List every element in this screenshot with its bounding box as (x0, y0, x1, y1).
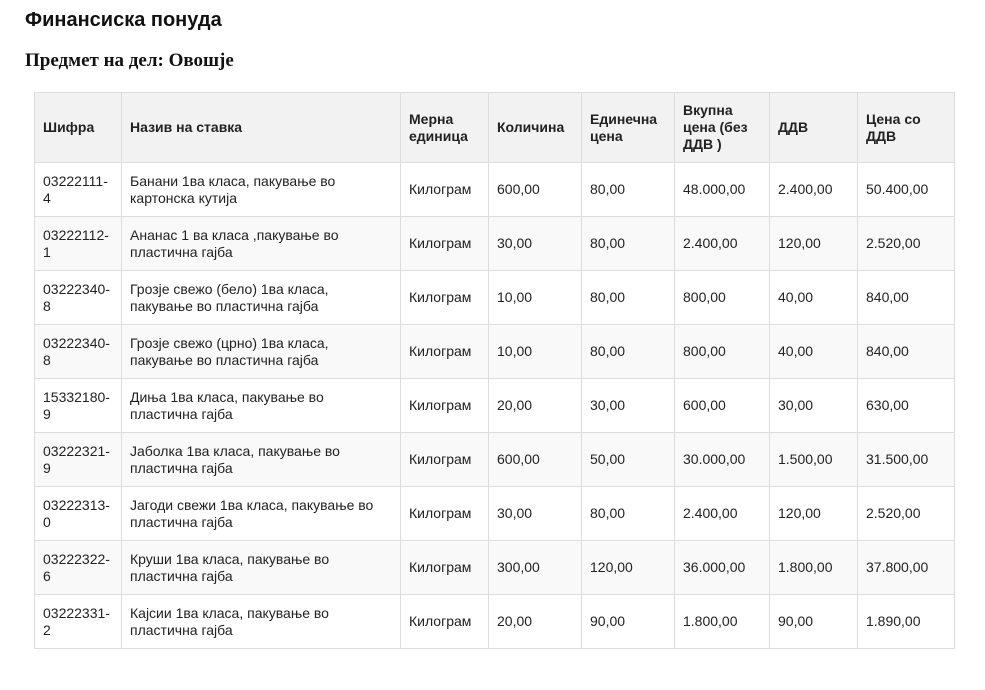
table-row (35, 595, 955, 649)
cell-code: 03222111-4 (35, 163, 122, 217)
cell-unit-price: 50,00 (582, 433, 675, 487)
header-unit-price: Единечна цена (582, 93, 675, 163)
cell-code: 15332180-9 (35, 379, 122, 433)
cell-price-with-vat: 37.800,00 (858, 541, 955, 595)
cell-unit: Килограм (401, 163, 489, 217)
cell-vat: 2.400,00 (770, 163, 858, 217)
header-item-name: Назив на ставка (122, 93, 401, 163)
cell-unit-price: 80,00 (582, 217, 675, 271)
cell-price-with-vat: 2.520,00 (858, 217, 955, 271)
cell-price-with-vat: 840,00 (858, 325, 955, 379)
cell-vat: 1.500,00 (770, 433, 858, 487)
cell-code: 03222112-1 (35, 217, 122, 271)
page-title: Финансиска понуда (25, 9, 222, 31)
cell-total-without-vat: 30.000,00 (675, 433, 770, 487)
header-quantity: Количина (489, 93, 582, 163)
cell-vat: 120,00 (770, 487, 858, 541)
table-row (35, 379, 955, 433)
table-row (35, 217, 955, 271)
cell-unit: Килограм (401, 379, 489, 433)
cell-item-name: Банани 1ва класа, пакување во картонска кутија (122, 163, 401, 217)
header-total-without-vat: Вкупна цена (без ДДВ ) (675, 93, 770, 163)
header-unit: Мерна единица (401, 93, 489, 163)
table-row (35, 487, 955, 541)
cell-quantity: 300,00 (489, 541, 582, 595)
cell-code: 03222340-8 (35, 325, 122, 379)
cell-item-name: Грозје свежо (бело) 1ва класа, пакување во пластична гајба (122, 271, 401, 325)
cell-price-with-vat: 1.890,00 (858, 595, 955, 649)
cell-unit: Килограм (401, 541, 489, 595)
cell-vat: 40,00 (770, 325, 858, 379)
cell-code: 03222313-0 (35, 487, 122, 541)
cell-total-without-vat: 800,00 (675, 325, 770, 379)
cell-unit-price: 30,00 (582, 379, 675, 433)
cell-quantity: 600,00 (489, 433, 582, 487)
cell-quantity: 10,00 (489, 271, 582, 325)
cell-vat: 120,00 (770, 217, 858, 271)
cell-total-without-vat: 800,00 (675, 271, 770, 325)
table-header-row (35, 93, 955, 163)
cell-price-with-vat: 630,00 (858, 379, 955, 433)
cell-total-without-vat: 600,00 (675, 379, 770, 433)
table-row (35, 325, 955, 379)
header-code: Шифра (35, 93, 122, 163)
cell-unit: Килограм (401, 487, 489, 541)
cell-price-with-vat: 840,00 (858, 271, 955, 325)
cell-quantity: 600,00 (489, 163, 582, 217)
cell-unit: Килограм (401, 433, 489, 487)
cell-item-name: Диња 1ва класа, пакување во пластична гајба (122, 379, 401, 433)
cell-unit: Килограм (401, 595, 489, 649)
cell-total-without-vat: 1.800,00 (675, 595, 770, 649)
header-price-with-vat: Цена со ДДВ (858, 93, 955, 163)
cell-quantity: 30,00 (489, 217, 582, 271)
header-vat: ДДВ (770, 93, 858, 163)
cell-unit: Килограм (401, 217, 489, 271)
cell-item-name: Јаболка 1ва класа, пакување во пластична гајба (122, 433, 401, 487)
cell-total-without-vat: 36.000,00 (675, 541, 770, 595)
cell-vat: 90,00 (770, 595, 858, 649)
cell-price-with-vat: 50.400,00 (858, 163, 955, 217)
cell-vat: 30,00 (770, 379, 858, 433)
cell-unit-price: 120,00 (582, 541, 675, 595)
cell-price-with-vat: 2.520,00 (858, 487, 955, 541)
cell-item-name: Јагоди свежи 1ва класа, пакување во пластична гајба (122, 487, 401, 541)
cell-quantity: 20,00 (489, 595, 582, 649)
cell-total-without-vat: 2.400,00 (675, 217, 770, 271)
cell-unit-price: 80,00 (582, 325, 675, 379)
cell-code: 03222321-9 (35, 433, 122, 487)
cell-vat: 40,00 (770, 271, 858, 325)
table-row (35, 271, 955, 325)
cell-unit-price: 80,00 (582, 487, 675, 541)
offer-table (34, 92, 955, 649)
cell-item-name: Грозје свежо (црно) 1ва класа, пакување во пластична гајба (122, 325, 401, 379)
table-row (35, 541, 955, 595)
cell-code: 03222331-2 (35, 595, 122, 649)
cell-item-name: Круши 1ва класа, пакување во пластична гајба (122, 541, 401, 595)
subject-heading (25, 50, 234, 72)
cell-quantity: 30,00 (489, 487, 582, 541)
cell-total-without-vat: 2.400,00 (675, 487, 770, 541)
cell-code: 03222340-8 (35, 271, 122, 325)
cell-quantity: 10,00 (489, 325, 582, 379)
cell-total-without-vat: 48.000,00 (675, 163, 770, 217)
table-row (35, 433, 955, 487)
subject-value: Овошје (168, 50, 234, 71)
cell-code: 03222322-6 (35, 541, 122, 595)
cell-unit-price: 80,00 (582, 271, 675, 325)
cell-unit-price: 80,00 (582, 163, 675, 217)
cell-quantity: 20,00 (489, 379, 582, 433)
cell-unit: Килограм (401, 325, 489, 379)
cell-vat: 1.800,00 (770, 541, 858, 595)
subject-label: Предмет на дел: (25, 50, 164, 71)
cell-unit-price: 90,00 (582, 595, 675, 649)
cell-item-name: Ананас 1 ва класа ,пакување во пластична гајба (122, 217, 401, 271)
table-row (35, 163, 955, 217)
cell-item-name: Кајсии 1ва класа, пакување во пластична гајба (122, 595, 401, 649)
cell-price-with-vat: 31.500,00 (858, 433, 955, 487)
cell-unit: Килограм (401, 271, 489, 325)
